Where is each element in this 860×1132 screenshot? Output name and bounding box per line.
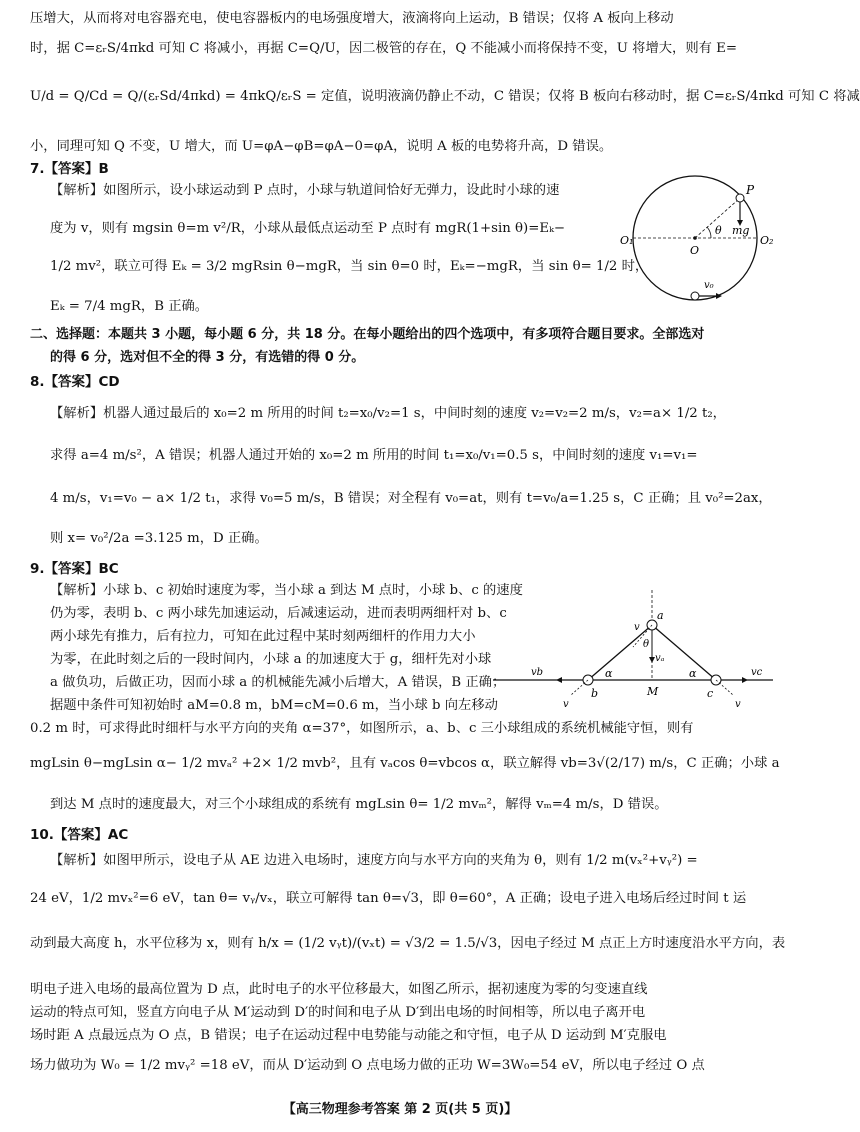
- fig-label: θ: [715, 224, 722, 237]
- section-heading: 的得 6 分，选对但不全的得 3 分，有选错的得 0 分。: [50, 350, 365, 365]
- fig-label: v: [634, 622, 640, 633]
- text-line: 1/2 mv²，联立可得 Eₖ = 3/2 mgRsin θ−mgR，当 sin θ=0 时，Eₖ=−mgR，当 sin θ= 1/2 时，: [50, 259, 649, 274]
- text-line: 则 x= v₀²/2a =3.125 m，D 正确。: [50, 531, 268, 546]
- fig-label: v: [735, 699, 741, 710]
- text-line: 24 eV，1/2 mvₓ²=6 eV，tan θ= vᵧ/vₓ，联立可解得 tan θ=√3，即 θ=60°，A 正确；设电子进入电场后经过时间 t 运: [30, 891, 747, 906]
- text-line: 0.2 m 时，可求得此时细杆与水平方向的夹角 α=37°，如图所示，a、b、c 三小球组成的系统机械能守恒，则有: [30, 721, 694, 736]
- text-line: 时，据 C=εᵣS/4πkd 可知 C 将减小，再据 C=Q/U，因二极管的存在，Q 不能减小而将保持不变，U 将增大，则有 E=: [30, 41, 738, 56]
- text-line: 压增大，从而将对电容器充电，使电容器板内的电场强度增大，液滴将向上运动，B 错误；仅将 A 板向上移动: [30, 11, 674, 26]
- section-heading: 二、选择题：本题共 3 小题，每小题 6 分，共 18 分。在每小题给出的四个选项中，有多项符合题目要求。全部选对: [30, 327, 705, 342]
- answer-heading: 9.【答案】BC: [30, 561, 119, 577]
- fig-label: O₁: [620, 234, 634, 247]
- answer-heading: 8.【答案】CD: [30, 374, 120, 390]
- fig-label: O: [690, 244, 700, 257]
- text-line: 求得 a=4 m/s²，A 错误；机器人通过开始的 x₀=2 m 所用的时间 t₁=x₀/v₁=0.5 s，中间时刻的速度 v₁=v₁=: [50, 448, 698, 463]
- fig-label: vc: [751, 667, 763, 678]
- page-footer: 【高三物理参考答案 第 2 页(共 5 页)】: [282, 1102, 518, 1117]
- text-line: 据题中条件可知初始时 aM=0.8 m，bM=cM=0.6 m，当小球 b 向左移动: [50, 698, 498, 713]
- text-line: 明电子进入电场的最高位置为 D 点，此时电子的水平位移最大，如图乙所示，据初速度为零的匀变速直线: [30, 982, 648, 997]
- fig-label: P: [746, 183, 755, 197]
- text-line: 动到最大高度 h，水平位移为 x，则有 h/x = (1/2 vᵧt)/(vₓt) = √3/2 = 1.5/√3，因电子经过 M 点正上方时速度沿水平方向，表: [30, 936, 786, 951]
- fig-label: vₐ: [655, 653, 665, 664]
- fig-label: a: [657, 609, 664, 622]
- text-line: a 做负功，后做正功，因而小球 a 的机械能先减小后增大，A 错误，B 正确；: [50, 675, 506, 690]
- answer-heading: 10.【答案】AC: [30, 827, 129, 843]
- text-line: 【解析】小球 b、c 初始时速度为零，当小球 a 到达 M 点时，小球 b、c 的速度: [50, 583, 523, 598]
- text-line: 【解析】如图所示，设小球运动到 P 点时，小球与轨道间恰好无弹力，设此时小球的速: [50, 183, 560, 198]
- fig-label: v₀: [704, 280, 714, 291]
- text-line: U/d = Q/Cd = Q/(εᵣSd/4πkd) = 4πkQ/εᵣS = 定值，说明液滴仍静止不动，C 错误；仅将 B 板向右移动时，据 C=εᵣS/4πkd 可知 C 将减: [30, 89, 860, 104]
- text-line: 两小球先有推力，后有拉力，可知在此过程中某时刻两细杆的作用力大小: [50, 629, 476, 644]
- text-line: Eₖ = 7/4 mgR，B 正确。: [50, 299, 209, 314]
- fig-label: α: [689, 667, 697, 680]
- fig-label: O₂: [760, 234, 774, 247]
- fig-label: α: [605, 667, 613, 680]
- text-line: 到达 M 点时的速度最大，对三个小球组成的系统有 mgLsin θ= 1/2 mvₘ²，解得 vₘ=4 m/s，D 错误。: [50, 797, 668, 812]
- fig-label: c: [707, 687, 714, 700]
- text-line: 仍为零，表明 b、c 两小球先加速运动，后减速运动，进而表明两细杆对 b、c: [50, 606, 507, 621]
- fig-label: mg: [732, 224, 750, 237]
- text-line: 小，同理可知 Q 不变，U 增大，而 U=φA−φB=φA−0=φA，说明 A 板的电势将升高，D 错误。: [30, 139, 613, 154]
- fig-label: vb: [531, 667, 544, 678]
- rods-figure: [483, 585, 783, 715]
- text-line: 度为 v，则有 mgsin θ=m v²/R，小球从最低点运动至 P 点时有 mgR(1+sin θ)=Eₖ−: [50, 221, 566, 236]
- fig-label: b: [591, 687, 599, 700]
- circle-track-figure: [618, 170, 788, 310]
- text-line: 【解析】如图甲所示，设电子从 AE 边进入电场时，速度方向与水平方向的夹角为 θ，则有 1/2 m(vₓ²+vᵧ²) =: [50, 853, 698, 868]
- text-line: mgLsin θ−mgLsin α− 1/2 mvₐ² +2× 1/2 mvb²，且有 vₐcos θ=vbcos α，联立解得 vb=3√(2/17) m/s，C 正确；小球 a: [30, 756, 780, 771]
- text-line: 场时距 A 点最远点为 O 点，B 错误；电子在运动过程中电势能与动能之和守恒，电子从 D 运动到 M′克服电: [30, 1028, 667, 1043]
- fig-label: M: [647, 685, 659, 698]
- text-line: 场力做功为 W₀ = 1/2 mvᵧ² =18 eV，而从 D′运动到 O 点电场力做的正功 W=3W₀=54 eV，所以电子经过 O 点: [30, 1058, 705, 1073]
- fig-label: v: [563, 699, 569, 710]
- text-line: 【解析】机器人通过最后的 x₀=2 m 所用的时间 t₂=x₀/v₂=1 s，中间时刻的速度 v₂=v₂=2 m/s，v₂=a× 1/2 t₂，: [50, 406, 726, 421]
- text-line: 为零，在此时刻之后的一段时间内，小球 a 的加速度大于 g，细杆先对小球: [50, 652, 492, 667]
- fig-label: θ: [643, 639, 650, 650]
- answer-heading: 7.【答案】B: [30, 161, 109, 177]
- text-line: 运动的特点可知，竖直方向电子从 M′运动到 D′的时间和电子从 D′到出电场的时间相等，所以电子离开电: [30, 1005, 646, 1020]
- text-line: 4 m/s，v₁=v₀ − a× 1/2 t₁，求得 v₀=5 m/s，B 错误；对全程有 v₀=at，则有 t=v₀/a=1.25 s，C 正确；且 v₀²=2ax，: [50, 491, 772, 506]
